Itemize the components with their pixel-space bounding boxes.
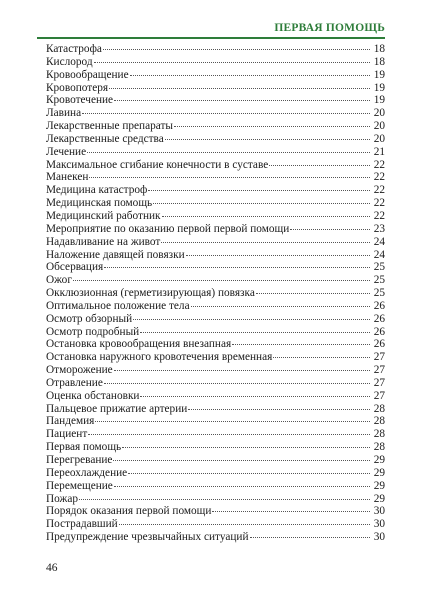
toc-entry: [46, 338, 385, 351]
toc-entry-page: 29: [373, 466, 385, 479]
toc-entry-page: 26: [373, 338, 385, 351]
dot-leader: [133, 319, 370, 320]
toc-entry-page: 18: [373, 43, 385, 55]
toc-entry-page: 30: [373, 505, 385, 518]
toc-entry: [46, 300, 385, 313]
toc-entry-title: Пострадавший: [46, 518, 118, 531]
dot-leader: [162, 216, 370, 217]
toc-entry-title: Мероприятие по оказанию первой первой помощи: [46, 222, 290, 235]
toc-entry-page: 22: [373, 197, 385, 210]
toc-entry-page: 22: [373, 184, 385, 197]
dot-leader: [256, 293, 370, 294]
toc-entry: [46, 197, 385, 210]
dot-leader: [119, 524, 370, 525]
dot-leader: [122, 447, 370, 448]
dot-leader: [250, 537, 371, 538]
toc-entry-title: Лекарственные препараты: [46, 120, 173, 133]
toc-entry-title: Пациент: [46, 428, 88, 441]
toc-entry: [46, 313, 385, 326]
toc-entry: [46, 415, 385, 428]
toc-entry-page: 27: [373, 389, 385, 402]
toc-entry: [46, 364, 385, 377]
toc-entry: [46, 56, 385, 69]
toc-entry-title: Медицинская помощь: [46, 197, 153, 210]
toc-entry-page: 27: [373, 364, 385, 377]
dot-leader: [87, 152, 370, 153]
toc-entry-title: Перемещение: [46, 479, 113, 492]
dot-leader: [212, 511, 370, 512]
dot-leader: [165, 139, 370, 140]
toc-entry: [46, 146, 385, 159]
dot-leader: [109, 88, 370, 89]
toc-entry-title: Оценка обстановки: [46, 389, 140, 402]
toc-entry: [46, 43, 385, 56]
toc-entry-title: Предупреждение чрезвычайных ситуаций: [46, 531, 249, 544]
toc-entry: [46, 133, 385, 146]
toc-entry-page: 25: [373, 274, 385, 287]
toc-entry-title: Пандемия: [46, 415, 95, 428]
toc-entry-title: Лечение: [46, 145, 87, 158]
toc-entry-title: Медицина катастроф: [46, 184, 148, 197]
toc-entry-title: Остановка наружного кровотечения временная: [46, 351, 273, 364]
dot-leader: [88, 434, 370, 435]
toc-entry: [46, 467, 385, 480]
header-rule: [37, 37, 385, 39]
toc-entry: [46, 377, 385, 390]
toc-entry: [46, 120, 385, 133]
toc-entry-page: 21: [373, 145, 385, 158]
toc-entry-page: 20: [373, 107, 385, 120]
toc-entry-title: Порядок оказания первой помощи: [46, 505, 212, 518]
toc-entry: [46, 326, 385, 339]
toc-entry: [46, 531, 385, 544]
dot-leader: [140, 332, 370, 333]
toc-entry-title: Обсервация: [46, 261, 104, 274]
dot-leader: [114, 100, 370, 101]
toc-entry: [46, 94, 385, 107]
dot-leader: [153, 203, 370, 204]
table-of-contents: [46, 43, 385, 544]
toc-entry-page: 23: [373, 222, 385, 235]
dot-leader: [103, 49, 370, 50]
toc-entry-title: Кровообращение: [46, 68, 129, 81]
toc-entry-page: 25: [373, 261, 385, 274]
toc-entry: [46, 480, 385, 493]
toc-entry-page: 29: [373, 454, 385, 466]
toc-entry-page: 29: [373, 479, 385, 492]
dot-leader: [191, 306, 370, 307]
toc-entry: [46, 261, 385, 274]
dot-leader: [161, 242, 370, 243]
toc-entry-title: Первая помощь: [46, 441, 122, 454]
dot-leader: [232, 344, 370, 345]
toc-entry-title: Переохлаждение: [46, 466, 128, 479]
dot-leader: [140, 396, 370, 397]
dot-leader: [113, 460, 370, 461]
page-number: 46: [46, 562, 58, 574]
toc-entry: [46, 82, 385, 95]
toc-entry: [46, 493, 385, 506]
dot-leader: [114, 486, 370, 487]
dot-leader: [73, 280, 370, 281]
running-title: ПЕРВАЯ ПОМОЩЬ: [274, 22, 385, 34]
toc-entry: [46, 441, 385, 454]
toc-entry-title: Лавина: [46, 107, 82, 120]
toc-entry-page: 28: [373, 402, 385, 415]
toc-entry-title: Кровопотеря: [46, 81, 109, 94]
toc-entry-title: Катастрофа: [46, 43, 102, 55]
toc-entry-title: Пожар: [46, 492, 78, 505]
dot-leader: [114, 370, 370, 371]
toc-entry: [46, 505, 385, 518]
toc-entry: [46, 287, 385, 300]
toc-entry: [46, 403, 385, 416]
toc-entry: [46, 159, 385, 172]
toc-entry: [46, 274, 385, 287]
toc-entry-title: Перегревание: [46, 454, 113, 466]
dot-leader: [273, 357, 370, 358]
toc-entry-page: 26: [373, 312, 385, 325]
toc-entry-title: Надавливание на живот: [46, 235, 161, 248]
dot-leader: [188, 409, 370, 410]
toc-entry-page: 30: [373, 518, 385, 531]
toc-entry-page: 27: [373, 376, 385, 389]
toc-entry: [46, 351, 385, 364]
toc-entry-page: 19: [373, 94, 385, 107]
toc-entry-page: 20: [373, 120, 385, 133]
toc-entry: [46, 210, 385, 223]
toc-entry-page: 22: [373, 209, 385, 222]
dot-leader: [269, 165, 370, 166]
toc-entry: [46, 223, 385, 236]
toc-entry-page: 25: [373, 287, 385, 300]
dot-leader: [95, 421, 370, 422]
dot-leader: [79, 499, 370, 500]
dot-leader: [174, 126, 370, 127]
toc-entry: [46, 184, 385, 197]
dot-leader: [104, 383, 370, 384]
toc-entry-title: Кислород: [46, 55, 93, 68]
toc-entry: [46, 428, 385, 441]
toc-entry-title: Отравление: [46, 376, 103, 389]
dot-leader: [186, 255, 370, 256]
toc-entry-title: Остановка кровообращения внезапная: [46, 338, 232, 351]
page-header: [0, 0, 422, 38]
toc-entry-title: Отморожение: [46, 364, 113, 377]
toc-entry-title: Осмотр подробный: [46, 325, 140, 338]
toc-entry: [46, 171, 385, 184]
toc-entry: [46, 249, 385, 262]
toc-entry-page: 26: [373, 299, 385, 312]
toc-entry-title: Пальцевое прижатие артерии: [46, 402, 188, 415]
toc-entry: [46, 390, 385, 403]
dot-leader: [82, 113, 370, 114]
toc-entry-page: 28: [373, 415, 385, 428]
toc-entry-title: Наложение давящей повязки: [46, 248, 185, 261]
toc-entry-title: Кровотечение: [46, 94, 114, 107]
toc-entry-page: 22: [373, 158, 385, 171]
toc-entry-page: 24: [373, 248, 385, 261]
dot-leader: [130, 75, 370, 76]
toc-entry-page: 19: [373, 68, 385, 81]
toc-entry-page: 18: [373, 55, 385, 68]
toc-entry-page: 19: [373, 81, 385, 94]
toc-entry: [46, 518, 385, 531]
toc-entry: [46, 69, 385, 82]
toc-entry-page: 28: [373, 441, 385, 454]
toc-entry-title: Осмотр обзорный: [46, 312, 133, 325]
toc-entry: [46, 107, 385, 120]
dot-leader: [290, 229, 370, 230]
dot-leader: [104, 267, 370, 268]
toc-entry-title: Медицинский работник: [46, 209, 161, 222]
dot-leader: [89, 177, 370, 178]
dot-leader: [128, 473, 370, 474]
dot-leader: [94, 62, 370, 63]
toc-entry-page: 29: [373, 492, 385, 505]
toc-entry-page: 30: [373, 531, 385, 544]
toc-entry-page: 24: [373, 235, 385, 248]
toc-entry-page: 27: [373, 351, 385, 364]
toc-entry: [46, 454, 385, 467]
toc-entry: [46, 236, 385, 249]
toc-entry-title: Лекарственные средства: [46, 132, 164, 145]
toc-entry-title: Окклюзионная (герметизирующая) повязка: [46, 287, 255, 300]
dot-leader: [148, 190, 370, 191]
toc-entry-page: 28: [373, 428, 385, 441]
toc-entry-page: 22: [373, 171, 385, 184]
toc-entry-page: 20: [373, 132, 385, 145]
toc-entry-title: Оптимальное положение тела: [46, 299, 190, 312]
toc-entry-title: Ожог: [46, 274, 72, 287]
toc-entry-title: Максимальное сгибание конечности в суставе: [46, 158, 269, 171]
toc-entry-title: Манекен: [46, 171, 89, 184]
toc-entry-page: 26: [373, 325, 385, 338]
